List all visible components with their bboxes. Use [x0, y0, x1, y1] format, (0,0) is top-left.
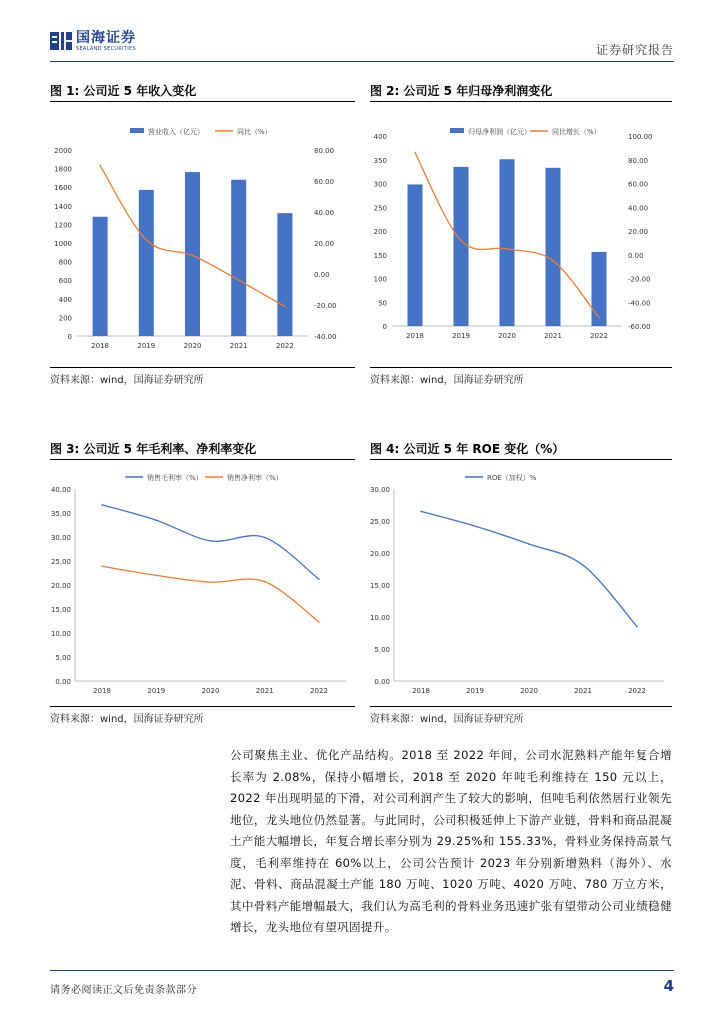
y-tick-label: 30.00: [50, 534, 71, 542]
x-tick-label: 2018: [91, 342, 110, 350]
growth-point-2020: [192, 255, 194, 257]
series-1-point-2019: [474, 525, 476, 527]
x-tick-label: 2022: [309, 687, 328, 695]
series-1-point-2022: [636, 626, 638, 628]
y-right-tick-label: 80.00: [628, 156, 649, 165]
y-tick-label: 5.00: [55, 654, 71, 662]
growth-point-2019: [146, 239, 148, 241]
x-tick-label: 2019: [452, 332, 470, 340]
y-tick-label: 20.00: [370, 550, 390, 558]
bar-2018: [93, 217, 108, 336]
y-tick-label: 25.00: [50, 558, 71, 566]
y-right-tick-label: -40.00: [628, 299, 651, 308]
series-1-point-2020: [210, 540, 212, 542]
legend-label: 销售净利率（%）: [227, 474, 283, 482]
y-right-tick-label: -40.00: [314, 333, 337, 341]
legend-label: 同比增长（%）: [552, 128, 601, 136]
growth-point-2018: [414, 152, 416, 154]
x-tick-label: 2020: [498, 332, 516, 340]
growth-point-2022: [598, 317, 600, 319]
bar-2020: [500, 159, 515, 326]
y-tick-label: 5.00: [374, 646, 390, 654]
y-right-tick-label: 20.00: [314, 240, 335, 248]
series-2-point-2018: [101, 565, 103, 567]
series-1-point-2018: [101, 504, 103, 506]
y-right-tick-label: 80.00: [314, 147, 335, 155]
y-right-tick-label: 60.00: [314, 178, 335, 186]
y-tick-label: 20.00: [50, 582, 71, 590]
growth-point-2019: [460, 240, 462, 242]
series-1-point-2021: [582, 564, 584, 566]
y-left-tick-label: 400: [58, 295, 72, 304]
legend-label: 销售毛利率（%）: [147, 474, 203, 482]
figure-2: [370, 80, 672, 386]
y-left-tick-label: 2000: [54, 147, 72, 155]
page-footer: [50, 970, 674, 1000]
body-paragraph: 公司聚焦主业、优化产品结构。2018 至 2022 年间，公司水泥熟料产能年复合增长率为 2.08%，保持小幅增长，2018 至 2020 年吨毛利维持在 150 元以上，2022 年出现明显的下滑，对公司利润产生了较大的影响，但吨毛利依然居行业领先地位，龙头地位仍然显著。与此同时，公司积极延伸上下游产业链，骨料和商品混凝土产能大幅增长，年复合增长率分别为 29.25%和 155.33%，骨料业务保持高景气度，毛利率维持在 60%以上，公司公告预计 2023 年分别新增熟料（海外）、水泥、骨料、商品混凝土产能 180 万吨、1020 万吨、4020 万吨、780 万立方米，其中骨料产能增幅最大，我们认为高毛利的骨料业务迅速扩张有望带动公司业绩稳健增长，龙头地位有望巩固提升。: [230, 748, 672, 934]
y-tick-label: 10.00: [370, 614, 390, 622]
growth-point-2021: [238, 279, 240, 281]
y-tick-label: 0.00: [55, 678, 71, 686]
series-line-2: [102, 566, 319, 622]
page-number: 4: [663, 977, 674, 995]
legend-label: 归母净利润（亿元）: [468, 128, 531, 136]
figure-3-chart: [50, 462, 355, 706]
y-right-tick-label: 100.00: [628, 133, 653, 141]
y-left-tick-label: 200: [58, 314, 72, 323]
disclaimer-note: 请务必阅读正文后免责条款部分: [50, 985, 197, 996]
growth-point-2020: [506, 248, 508, 250]
y-right-tick-label: -20.00: [314, 302, 337, 310]
bar-2021: [231, 180, 246, 336]
growth-point-2021: [552, 260, 554, 262]
series-1-point-2020: [528, 543, 530, 545]
growth-point-2018: [99, 165, 101, 167]
page-header: [50, 26, 674, 62]
y-left-tick-label: 600: [58, 277, 72, 286]
y-left-tick-label: 0: [382, 323, 387, 331]
y-left-tick-label: 50: [378, 299, 387, 308]
series-2-point-2022: [318, 621, 320, 623]
y-left-tick-label: 1000: [54, 240, 72, 248]
figure-1-source: 资料来源：wind，国海证券研究所: [50, 367, 355, 386]
bar-2019: [454, 167, 469, 326]
x-tick-label: 2018: [93, 687, 112, 695]
y-tick-label: 10.00: [50, 630, 71, 638]
x-tick-label: 2018: [412, 687, 430, 695]
y-right-tick-label: 40.00: [314, 209, 335, 217]
company-logo: [50, 30, 136, 52]
series-2-point-2021: [264, 581, 266, 583]
bar-2021: [546, 168, 561, 326]
legend-swatch-bar: [450, 128, 464, 133]
y-left-tick-label: 250: [373, 204, 387, 213]
x-tick-label: 2021: [544, 332, 562, 340]
x-tick-label: 2022: [628, 687, 646, 695]
figure-4: [370, 438, 672, 723]
figure-2-title: 图 2: 公司近 5 年归母净利润变化: [370, 80, 672, 102]
figure-1-title: 图 1: 公司近 5 年收入变化: [50, 80, 355, 102]
legend-swatch-bar: [130, 128, 144, 133]
y-right-tick-label: -60.00: [628, 323, 651, 331]
figure-4-source: 资料来源：wind，国海证券研究所: [370, 706, 672, 725]
x-tick-label: 2019: [147, 687, 166, 695]
y-tick-label: 0.00: [374, 678, 390, 686]
x-tick-label: 2021: [574, 687, 592, 695]
y-left-tick-label: 350: [373, 156, 387, 165]
figure-4-title: 图 4: 公司近 5 年 ROE 变化（%）: [370, 438, 672, 460]
figure-1: [50, 80, 355, 386]
y-left-tick-label: 1400: [54, 202, 72, 211]
y-left-tick-label: 1200: [54, 221, 72, 230]
x-tick-label: 2021: [229, 342, 248, 350]
y-tick-label: 40.00: [50, 486, 71, 494]
y-left-tick-label: 150: [373, 251, 387, 260]
bar-2019: [139, 190, 154, 336]
y-left-tick-label: 0: [67, 333, 72, 341]
x-tick-label: 2019: [137, 342, 156, 350]
x-tick-label: 2022: [590, 332, 608, 340]
bar-2022: [277, 213, 292, 336]
bar-2022: [592, 252, 607, 326]
legend-label: 同比（%）: [237, 128, 272, 136]
x-tick-label: 2020: [201, 687, 220, 695]
x-tick-label: 2020: [183, 342, 202, 350]
y-left-tick-label: 400: [373, 133, 387, 141]
growth-point-2022: [284, 306, 286, 308]
x-tick-label: 2019: [466, 687, 484, 695]
series-2-point-2020: [210, 581, 212, 583]
x-tick-label: 2020: [520, 687, 538, 695]
x-tick-label: 2022: [275, 342, 294, 350]
series-1-point-2019: [156, 519, 158, 521]
x-tick-label: 2018: [406, 332, 424, 340]
y-left-tick-label: 1800: [54, 165, 72, 174]
legend-label: 营业收入（亿元）: [148, 128, 204, 136]
y-right-tick-label: 20.00: [628, 228, 649, 236]
series-line-1: [421, 511, 637, 626]
y-left-tick-label: 200: [373, 228, 387, 236]
y-right-tick-label: 0.00: [314, 271, 330, 279]
figure-1-chart: [50, 104, 355, 366]
y-left-tick-label: 1600: [54, 184, 72, 193]
figure-3-title: 图 3: 公司近 5 年毛利率、净利率变化: [50, 438, 355, 460]
y-tick-label: 35.00: [50, 510, 71, 518]
y-left-tick-label: 100: [373, 275, 387, 284]
logo-icon: [50, 30, 72, 52]
bar-2018: [408, 184, 423, 326]
y-right-tick-label: -20.00: [628, 275, 651, 284]
series-1-point-2022: [318, 578, 320, 580]
y-tick-label: 15.00: [50, 606, 71, 614]
y-tick-label: 30.00: [370, 486, 390, 494]
series-2-point-2019: [156, 575, 158, 577]
series-1-point-2018: [420, 511, 422, 513]
figure-2-source: 资料来源：wind，国海证券研究所: [370, 367, 672, 386]
x-tick-label: 2021: [255, 687, 274, 695]
y-right-tick-label: 60.00: [628, 180, 649, 189]
legend-label: ROE（加权）%: [487, 474, 537, 482]
report-type: 证券研究报告: [595, 43, 674, 57]
y-tick-label: 25.00: [370, 518, 390, 526]
logo-name-cn: 国海证券: [76, 29, 136, 46]
y-right-tick-label: 40.00: [628, 204, 649, 213]
y-right-tick-label: 0.00: [628, 251, 644, 260]
y-left-tick-label: 800: [58, 258, 72, 267]
figure-2-chart: [370, 104, 672, 366]
figure-3-source: 资料来源：wind，国海证券研究所: [50, 706, 355, 725]
y-tick-label: 15.00: [370, 582, 390, 590]
series-1-point-2021: [264, 537, 266, 539]
logo-name-en: SEALAND SECURITIES: [76, 45, 136, 52]
series-line-1: [102, 505, 319, 579]
y-left-tick-label: 300: [373, 180, 387, 189]
figure-3: [50, 438, 355, 723]
figure-4-chart: [370, 462, 672, 706]
